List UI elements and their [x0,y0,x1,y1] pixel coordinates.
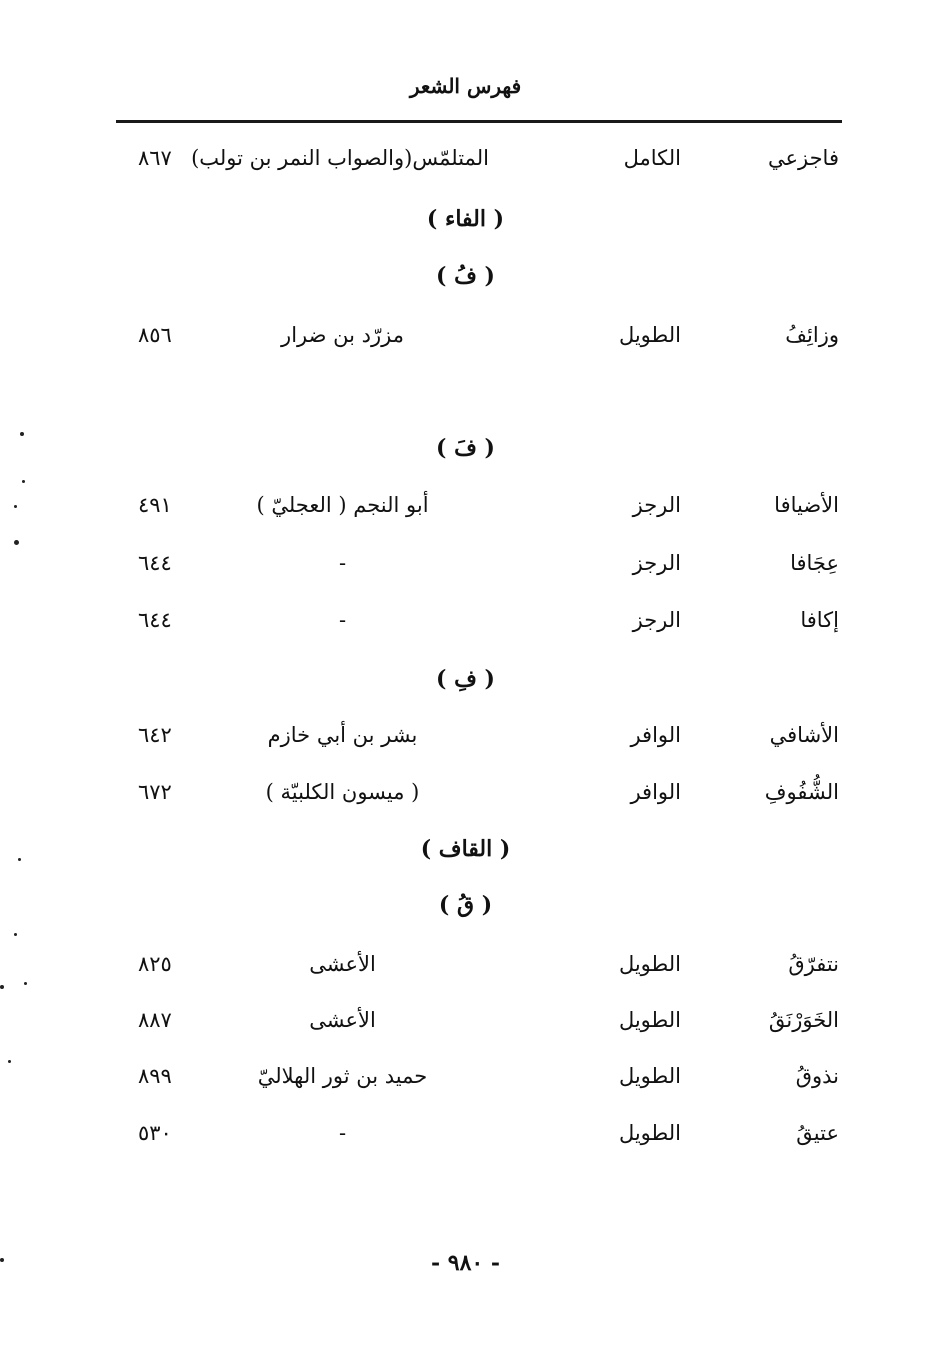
scan-speck [20,432,24,436]
poet: ( ميسون الكلبيّة ) [265,780,420,804]
meter: الرجز [632,551,681,575]
page-number: - ٩٨٠ - [430,1250,501,1276]
meter: الكامل [623,146,681,170]
meter: الطويل [618,323,681,347]
scan-speck [18,858,21,861]
meter: الوافر [630,723,681,747]
poet: الأعشى [309,1008,376,1032]
rhyme-word: الأضيافا [774,493,839,517]
scan-speck [14,540,19,545]
rhyme-word: نتفرّقُ [788,952,839,976]
section-heading-fa: ( الفاء ) [426,206,505,232]
page-ref: ٦٤٢ [138,723,172,747]
index-row [0,323,931,363]
index-row [0,493,931,533]
rhyme-word: عتيقُ [796,1121,839,1145]
subheading-fa-fatha: ( فَ ) [436,435,495,461]
scan-speck [8,1060,11,1063]
scan-speck [14,505,17,508]
meter: الطويل [618,1064,681,1088]
page-ref: ٨٥٦ [138,323,172,347]
poet: - [338,1121,347,1145]
rhyme-word: نذوقُ [795,1064,839,1088]
header-rule [116,120,842,123]
index-row [0,952,931,992]
meter: الرجز [632,493,681,517]
meter: الطويل [618,1008,681,1032]
poet: الأعشى [309,952,376,976]
index-row [0,146,931,186]
meter: الطويل [618,952,681,976]
scan-speck [24,982,27,985]
page-ref: ٦٧٢ [138,780,172,804]
poet: - [338,551,347,575]
index-row [0,551,931,591]
poet: حميد بن ثور الهلاليّ [257,1064,428,1088]
meter: الوافر [630,780,681,804]
rhyme-word: فاجزعي [767,146,839,170]
subheading-qaf-damma: ( قُ ) [438,892,493,918]
rhyme-word: إكافا [800,608,839,632]
page-ref: ٨٩٩ [138,1064,172,1088]
page-ref: ٦٤٤ [138,608,172,632]
page-ref: ٨٨٧ [138,1008,172,1032]
meter: الرجز [632,608,681,632]
rhyme-word: الخَوَرْنَقُ [768,1008,839,1032]
subheading-fa-kasra: ( فِ ) [436,666,495,692]
index-row [0,1008,931,1048]
poet: بشر بن أبي خازم [267,723,418,747]
meter: الطويل [618,1121,681,1145]
page-ref: ٨٢٥ [138,952,172,976]
page-ref: ٦٤٤ [138,551,172,575]
rhyme-word: الشُّفُوفِ [764,780,839,804]
index-row [0,780,931,820]
rhyme-word: عِجَافا [790,551,839,575]
rhyme-word: وزائِفُ [785,323,839,347]
poet: مزرّد بن ضرار [281,323,404,347]
rhyme-word: الأشافي [769,723,839,747]
page-ref: ٥٣٠ [138,1121,172,1145]
poet: أبو النجم ( العجليّ ) [256,493,429,517]
scan-speck [0,1258,4,1262]
scan-speck [0,985,4,989]
index-row [0,1064,931,1104]
page-ref: ٨٦٧ [138,146,172,170]
scan-speck [22,480,25,483]
scan-speck [14,933,17,936]
poet: - [338,608,347,632]
index-row [0,723,931,763]
index-row [0,1121,931,1161]
subheading-fa-damma: ( فُ ) [436,263,495,289]
poet: المتلمّس(والصواب النمر بن تولب) [191,146,489,170]
page-ref: ٤٩١ [138,493,172,517]
section-heading-qaf: ( القاف ) [420,836,511,862]
running-title: فهرس الشعر [409,74,522,98]
index-row [0,608,931,648]
